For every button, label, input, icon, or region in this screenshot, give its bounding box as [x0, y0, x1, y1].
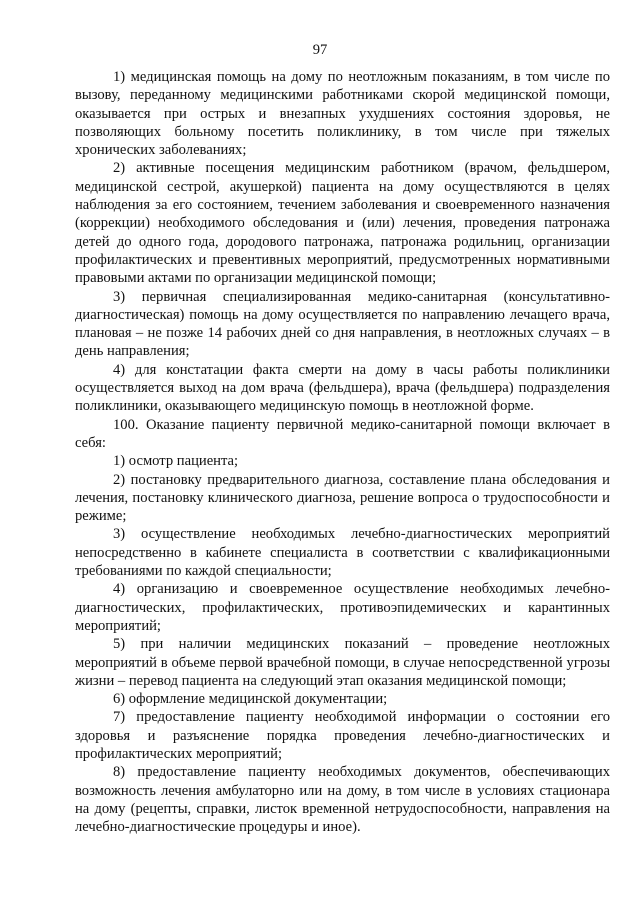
document-body	[75, 68, 610, 836]
list-item-6: 6) оформление медицинской документации;	[113, 691, 388, 708]
page-number: 97	[312, 42, 328, 58]
list-item-2: 2) постановку предварительного диагноза, составление плана обследования и лечения, постановку клинического диагноза, решение вопроса о трудоспособности и режиме;	[75, 471, 610, 525]
list-item-4: 4) организацию и своевременное осуществление необходимых лечебно-диагностических, профилактических, противоэпидемических и карантинных мероприятий;	[75, 581, 610, 634]
list-item-8: 8) предоставление пациенту необходимых документов, обеспечивающих возможность лечения амбулаторно или на дому, в том числе в условиях стационара на дому (рецепты, справки, листок временной нетрудоспособности, направления на лечебно-диагностические процедуры и иное).	[75, 764, 610, 836]
paragraph-item-4: 4) для констатации факта смерти на дому в часы работы поликлиники осуществляется выход на дом врача (фельдшера), врача (фельдшера) подразделения поликлиники, оказывающего медицинскую помощь в неотложной форме.	[75, 361, 610, 415]
paragraph-item-2: 2) активные посещения медицинским работником (врачом, фельдшером, медицинской сестрой, акушеркой) пациента на дому осуществляются в целях наблюдения за его состоянием, течением заболевания и своевременного назначения (коррекции) необходимого обследования и (или) лечения, проведения патронажа детей до одного года, дородового патронажа, патронажа родильниц, организации профилактических и превентивных мероприятий, предусмотренных нормативными правовыми актами по организации медицинской помощи;	[75, 160, 610, 287]
list-item-3: 3) осуществление необходимых лечебно-диагностических мероприятий непосредственно в кабинете специалиста в соответствии с квалификационными требованиями по каждой специальности;	[75, 526, 610, 580]
paragraph-100: 100. Оказание пациенту первичной медико-санитарной помощи включает в себя:	[75, 416, 610, 451]
list-item-1: 1) осмотр пациента;	[113, 453, 239, 470]
list-item-7: 7) предоставление пациенту необходимой информации о состоянии его здоровья и разъяснение порядка проведения лечебно-диагностических и профилактических мероприятий;	[75, 709, 610, 762]
paragraph-item-3: 3) первичная специализированная медико-санитарная (консультативно-диагностическая) помощь на дому осуществляется по направлению лечащего врача, плановая – не позже 14 рабочих дней со дня направления, в неотложных случаях – в день направления;	[75, 288, 610, 360]
list-item-5: 5) при наличии медицинских показаний – проведение неотложных мероприятий в объеме первой врачебной помощи, в случае непосредственной угрозы жизни – перевод пациента на следующий этап оказания медицинской помощи;	[75, 636, 610, 689]
paragraph-item-1: 1) медицинская помощь на дому по неотложным показаниям, в том числе по вызову, переданному медицинскими работниками скорой медицинской помощи, оказывается при острых и внезапных ухудшениях состояния здоровья, не позволяющих больному посетить поликлинику, в том числе при тяжелых хронических заболеваниях;	[75, 69, 610, 159]
